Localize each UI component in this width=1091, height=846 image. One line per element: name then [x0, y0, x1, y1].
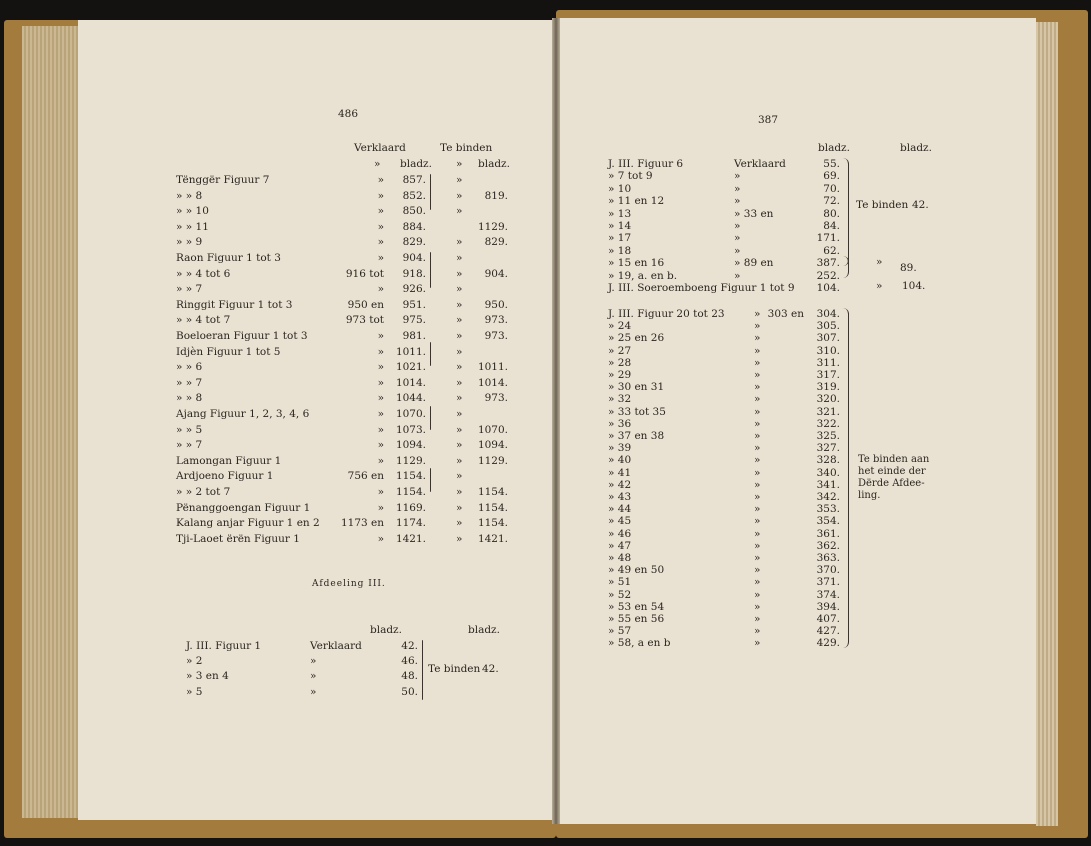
entry-te-binden: 1154. — [477, 486, 508, 498]
te-binden-label: Te binden — [428, 663, 481, 675]
entry-verklaard-label: » — [310, 670, 317, 683]
entry-page: 310. — [816, 344, 840, 357]
entry-verklaard: 1154. — [395, 470, 426, 483]
entry-label: » » 9 — [176, 236, 203, 249]
entry-ditto: » — [754, 430, 761, 442]
entry-page: 319. — [816, 381, 840, 394]
entry-verklaard-label: » — [734, 170, 741, 183]
entry-ditto: » — [754, 491, 761, 503]
entry-ditto: » — [754, 369, 761, 381]
entry-te-binden: 950. — [484, 298, 508, 311]
entry-page: 304. — [816, 308, 840, 320]
entry-te-binden: 1094. — [477, 439, 508, 452]
entry-page: 69. — [823, 170, 840, 183]
entry-ditto: » — [754, 539, 761, 552]
entry-ditto: » — [754, 332, 761, 345]
entry-ditto: » — [456, 252, 463, 264]
entry-verklaard-label: » — [734, 232, 741, 245]
entry-verklaard-label: Verklaard — [734, 158, 786, 170]
entry-verklaard: 1070. — [395, 408, 426, 420]
entry-verklaard-label: » — [734, 220, 741, 232]
te-binden-page: 42. — [912, 199, 929, 211]
entry-label: » 37 en 38 — [608, 430, 665, 442]
entry-label: J. III. Figuur 1 — [186, 640, 262, 652]
entry-ditto: » — [456, 283, 463, 296]
entry-verklaard: 1421. — [395, 532, 426, 545]
entry-page: 362. — [816, 539, 840, 552]
book-gutter — [552, 18, 560, 824]
entry-verklaard-label: » — [310, 655, 317, 668]
entry-verklaard: 1094. — [395, 439, 426, 452]
entry-te-binden: 1014. — [477, 376, 508, 389]
page-edges-left — [22, 26, 78, 818]
entry-page: 62. — [823, 244, 840, 257]
entry-label: » 45 — [608, 515, 632, 528]
entry-ditto: » — [456, 236, 463, 249]
entry-ditto: » — [377, 361, 384, 374]
entry-ditto: » — [456, 470, 463, 483]
entry-label: » » 4 tot 7 — [176, 314, 231, 327]
brace — [430, 342, 431, 366]
entry-page: 328. — [816, 454, 840, 467]
column-ditto: » — [876, 256, 883, 268]
entry-label: » 41 — [608, 466, 632, 479]
entry-label: » 49 en 50 — [608, 564, 665, 577]
entry-label: » 52 — [608, 588, 632, 601]
entry-verklaard-label: » — [310, 685, 317, 698]
entry-verklaard: 904. — [402, 252, 426, 264]
entry-label: Tji-Laoet ërën Figuur 1 — [176, 532, 300, 545]
entry-verklaard: 1011. — [395, 345, 426, 358]
entry-ditto: » — [456, 408, 463, 420]
entry-page: 307. — [816, 332, 840, 345]
entry-te-binden: 1129. — [477, 454, 508, 467]
entry-page: 55. — [823, 158, 840, 170]
entry-verklaard-label: » — [734, 269, 741, 282]
entry-verklaard-label: Verklaard — [310, 640, 362, 652]
entry-te-binden: 1129. — [477, 220, 508, 233]
entry-ditto: » — [456, 330, 463, 342]
entry-page: 387. — [816, 257, 840, 270]
brace — [422, 640, 423, 700]
entry-ditto: » — [377, 283, 384, 296]
entry-page: 353. — [816, 503, 840, 516]
entry-ditto: » — [754, 527, 761, 540]
entry-ditto: » — [754, 552, 761, 564]
entry-ditto: » — [377, 376, 384, 389]
entry-te-binden: 973. — [484, 330, 508, 342]
entry-label: » » 4 tot 6 — [176, 267, 231, 280]
entry-page: 50. — [401, 685, 418, 698]
te-binden-label: Te binden — [856, 199, 909, 211]
entry-label: » 36 — [608, 417, 632, 430]
te-binden-page: 89. — [900, 262, 917, 274]
entry-label: » 46 — [608, 527, 632, 540]
brace — [842, 308, 849, 648]
entry-label: » 39 — [608, 442, 632, 455]
entry-ditto: » — [754, 417, 761, 430]
entry-page: 374. — [816, 588, 840, 601]
entry-label: » 17 — [608, 232, 632, 245]
entry-page: 340. — [816, 466, 840, 479]
entry-ditto: » — [754, 356, 761, 369]
entry-ditto: » — [456, 486, 463, 498]
page-edges-right — [1036, 22, 1058, 826]
entry-label: » » 7 — [176, 283, 203, 296]
entry-ditto: » — [377, 220, 384, 233]
entry-te-binden: 973. — [484, 314, 508, 327]
entry-ditto: » — [377, 330, 384, 342]
entry-verklaard: 852. — [402, 189, 426, 202]
entry-verklaard: 975. — [402, 314, 426, 327]
entry-label: » » 5 — [176, 423, 203, 436]
entry-te-binden: 973. — [484, 392, 508, 405]
note-line: ling. — [858, 490, 881, 501]
entry-ditto: » — [456, 298, 463, 311]
brace — [842, 256, 849, 278]
entry-label: J. III. Figuur 20 tot 23 — [608, 308, 725, 320]
entry-ditto: » — [377, 532, 384, 545]
entry-ditto: » — [456, 423, 463, 436]
entry-label: » 18 — [608, 244, 632, 257]
entry-ditto: » — [754, 576, 761, 589]
entry-te-binden: 1011. — [477, 361, 508, 374]
column-bladz: bladz. — [468, 624, 500, 636]
entry-page: 322. — [816, 417, 840, 430]
entry-ditto: » — [456, 174, 463, 186]
entry-label: » 3 en 4 — [186, 670, 229, 683]
entry-ditto: » — [377, 189, 384, 202]
entry-ditto: » — [377, 486, 384, 498]
entry-label: » » 10 — [176, 205, 209, 218]
entry-label: » 11 en 12 — [608, 195, 665, 208]
entry-ditto: » — [456, 392, 463, 405]
entry-ditto: » — [456, 361, 463, 374]
entry-label: » » 7 — [176, 376, 203, 389]
entry-verklaard: 1169. — [395, 501, 426, 514]
entry-verklaard: 951. — [402, 298, 426, 311]
entry-ditto: » — [456, 501, 463, 514]
entry-verklaard: 926. — [402, 283, 426, 296]
entry-ditto: » — [754, 344, 761, 357]
entry-label: » 44 — [608, 503, 632, 516]
entry-verklaard-label: » 33 en — [734, 207, 774, 220]
entry-ditto: » — [456, 517, 463, 530]
entry-ditto: » — [377, 501, 384, 514]
entry-page: 317. — [816, 369, 840, 381]
entry-label: » 32 — [608, 393, 632, 406]
entry-verklaard: 1154. — [395, 486, 426, 498]
entry-label: » 27 — [608, 344, 632, 357]
entry-verklaard: 829. — [402, 236, 426, 249]
entry-ditto: » — [754, 613, 761, 625]
entry-verklaard: 1014. — [395, 376, 426, 389]
entry-label: » 24 — [608, 320, 632, 333]
brace — [430, 174, 431, 210]
entry-ditto: » — [754, 308, 761, 320]
column-bladz: bladz. — [478, 158, 510, 170]
entry-label: » 30 en 31 — [608, 381, 665, 394]
entry-te-binden: 904. — [484, 267, 508, 280]
entry-verklaard: 1021. — [395, 361, 426, 374]
column-bladz: bladz. — [900, 142, 932, 154]
entry-label: » 47 — [608, 539, 632, 552]
entry-ditto: » — [754, 442, 761, 455]
entry-ditto: » — [377, 174, 384, 186]
entry-ditto: » — [456, 439, 463, 452]
entry-label: Kalang anjar Figuur 1 en 2 — [176, 517, 320, 530]
entry-ditto: » — [754, 625, 761, 638]
entry-ditto: 973 tot — [345, 314, 384, 327]
entry-te-binden: 1070. — [477, 423, 508, 436]
entry-page: 80. — [823, 207, 840, 220]
entry-ditto: » — [377, 345, 384, 358]
entry-ditto: » — [456, 205, 463, 218]
page-number: 387 — [758, 114, 779, 126]
entry-label: » » 7 — [176, 439, 203, 452]
entry-ditto: » — [377, 392, 384, 405]
entry-ditto: 1173 en — [340, 517, 384, 530]
entry-verklaard-label: » 89 en — [734, 257, 774, 270]
entry-verklaard: 1044. — [395, 392, 426, 405]
entry-label: » 2 — [186, 655, 203, 668]
entry-label: » » 6 — [176, 361, 203, 374]
entry-page: 311. — [816, 356, 840, 369]
entry-page: 341. — [816, 478, 840, 491]
column-bladz: bladz. — [400, 158, 432, 170]
entry-verklaard-label: » — [734, 244, 741, 257]
entry-ditto: » — [754, 320, 761, 333]
entry-ditto: » — [754, 478, 761, 491]
entry-page: 84. — [823, 220, 840, 232]
entry-verklaard: 1174. — [395, 517, 426, 530]
entry-label: Ajang Figuur 1, 2, 3, 4, 6 — [176, 408, 310, 420]
entry-verklaard: 857. — [402, 174, 426, 186]
entry-label: J. III. Soeroemboeng Figuur 1 tot 9 — [608, 282, 795, 294]
brace — [842, 158, 849, 266]
entry-verklaard-label: » — [734, 182, 741, 195]
entry-ditto: » — [377, 252, 384, 264]
entry-page: 252. — [816, 269, 840, 282]
entry-ditto: 916 tot — [345, 267, 384, 280]
entry-page: 321. — [816, 405, 840, 418]
entry-label: » 33 tot 35 — [608, 405, 666, 418]
entry-page: 320. — [816, 393, 840, 406]
note-line: Dërde Afdee- — [858, 478, 925, 489]
note-line: Te binden aan — [858, 454, 930, 465]
entry-ditto: » — [456, 267, 463, 280]
entry-page: 361. — [816, 527, 840, 540]
entry-label: » 57 — [608, 625, 632, 638]
entry-verklaard: 981. — [402, 330, 426, 342]
entry-page: 427. — [816, 625, 840, 638]
column-ditto: » — [456, 158, 463, 170]
entry-ditto: » — [377, 439, 384, 452]
entry-label: » 14 — [608, 220, 632, 232]
entry-ditto: » — [377, 408, 384, 420]
entry-page: 371. — [816, 576, 840, 589]
entry-label: » 42 — [608, 478, 632, 491]
entry-label: » 40 — [608, 454, 632, 467]
brace — [430, 406, 431, 430]
entry-ditto: » — [754, 637, 761, 650]
entry-label: » » 11 — [176, 220, 209, 233]
entry-label: » 51 — [608, 576, 632, 589]
note-line: het einde der — [858, 466, 926, 477]
entry-page: 171. — [816, 232, 840, 245]
left-page — [78, 20, 552, 820]
entry-ditto: » — [754, 454, 761, 467]
entry-page: 354. — [816, 515, 840, 528]
entry-label: » 13 — [608, 207, 632, 220]
entry-label: » 53 en 54 — [608, 600, 665, 613]
entry-ditto: » — [456, 314, 463, 327]
entry-page: 327. — [816, 442, 840, 455]
entry-ditto: » — [754, 564, 761, 577]
entry-page: 429. — [816, 637, 840, 650]
entry-label: Boeloeran Figuur 1 tot 3 — [176, 330, 308, 342]
entry-label: » 19, a. en b. — [608, 269, 678, 282]
entry-verklaard-label: » — [734, 195, 741, 208]
te-binden-page: 104. — [902, 280, 926, 292]
column-ditto: » — [374, 158, 381, 170]
entry-ditto: » — [456, 376, 463, 389]
entry-verklaard: 850. — [402, 205, 426, 218]
page-number: 486 — [338, 108, 359, 120]
entry-label: » 58, a en b — [608, 637, 671, 650]
entry-ditto: » — [456, 345, 463, 358]
entry-label: J. III. Figuur 6 — [608, 158, 684, 170]
section-title: Afdeeling III. — [312, 579, 386, 589]
entry-page: 46. — [401, 655, 418, 668]
entry-label: » 48 — [608, 552, 632, 564]
entry-te-binden: 829. — [484, 236, 508, 249]
column-ditto: » — [876, 280, 883, 292]
entry-te-binden: 1154. — [477, 517, 508, 530]
entry-label: Lamongan Figuur 1 — [176, 454, 282, 467]
entry-label: » » 8 — [176, 392, 203, 405]
entry-range-start: 303 en — [767, 308, 804, 320]
entry-page: 407. — [816, 613, 840, 625]
entry-page: 42. — [401, 640, 418, 652]
entry-label: » 5 — [186, 685, 203, 698]
entry-te-binden: 1421. — [477, 532, 508, 545]
entry-page: 305. — [816, 320, 840, 333]
entry-label: » 7 tot 9 — [608, 170, 653, 183]
entry-label: Ardjoeno Figuur 1 — [176, 470, 274, 483]
entry-te-binden: 1154. — [477, 501, 508, 514]
te-binden-page: 42. — [482, 663, 499, 675]
entry-ditto: 950 en — [347, 298, 384, 311]
entry-ditto: » — [456, 189, 463, 202]
right-page — [560, 18, 1036, 824]
entry-label: » 43 — [608, 491, 632, 503]
entry-ditto: » — [754, 515, 761, 528]
entry-label: Raon Figuur 1 tot 3 — [176, 252, 281, 264]
entry-label: Tënggër Figuur 7 — [176, 174, 270, 186]
entry-label: » 55 en 56 — [608, 613, 665, 625]
entry-label: » 25 en 26 — [608, 332, 665, 345]
entry-ditto: » — [754, 466, 761, 479]
entry-verklaard: 1073. — [395, 423, 426, 436]
entry-verklaard: 884. — [402, 220, 426, 233]
entry-label: » » 8 — [176, 189, 203, 202]
entry-ditto: » — [456, 532, 463, 545]
entry-page: 363. — [816, 552, 840, 564]
brace — [430, 468, 431, 492]
column-bladz: bladz. — [818, 142, 850, 154]
entry-label: » 29 — [608, 369, 632, 381]
entry-ditto: » — [754, 600, 761, 613]
brace — [430, 252, 431, 288]
header-te-binden: Te binden — [440, 142, 493, 154]
entry-label: » » 2 tot 7 — [176, 486, 231, 498]
entry-page: 394. — [816, 600, 840, 613]
column-bladz: bladz. — [370, 624, 402, 636]
entry-ditto: » — [754, 405, 761, 418]
entry-ditto: » — [456, 454, 463, 467]
entry-label: » 10 — [608, 182, 632, 195]
entry-ditto: » — [754, 393, 761, 406]
entry-page: 325. — [816, 430, 840, 442]
entry-ditto: 756 en — [347, 470, 384, 483]
entry-page: 104. — [816, 282, 840, 294]
entry-label: » 15 en 16 — [608, 257, 665, 270]
entry-page: 48. — [401, 670, 418, 683]
header-verklaard: Verklaard — [354, 142, 406, 154]
entry-ditto: » — [377, 205, 384, 218]
entry-page: 342. — [816, 491, 840, 503]
entry-verklaard: 1129. — [395, 454, 426, 467]
entry-ditto: » — [377, 423, 384, 436]
entry-label: Idjèn Figuur 1 tot 5 — [176, 345, 281, 358]
entry-te-binden: 819. — [484, 189, 508, 202]
entry-ditto: » — [377, 454, 384, 467]
entry-page: 72. — [823, 195, 840, 208]
entry-label: » 28 — [608, 356, 632, 369]
entry-label: Pënanggoengan Figuur 1 — [176, 501, 311, 514]
entry-ditto: » — [754, 503, 761, 516]
entry-page: 370. — [816, 564, 840, 577]
entry-ditto: » — [377, 236, 384, 249]
entry-verklaard: 918. — [402, 267, 426, 280]
entry-page: 70. — [823, 182, 840, 195]
entry-label: Ringgit Figuur 1 tot 3 — [176, 298, 293, 311]
entry-ditto: » — [754, 381, 761, 394]
entry-ditto: » — [754, 588, 761, 601]
